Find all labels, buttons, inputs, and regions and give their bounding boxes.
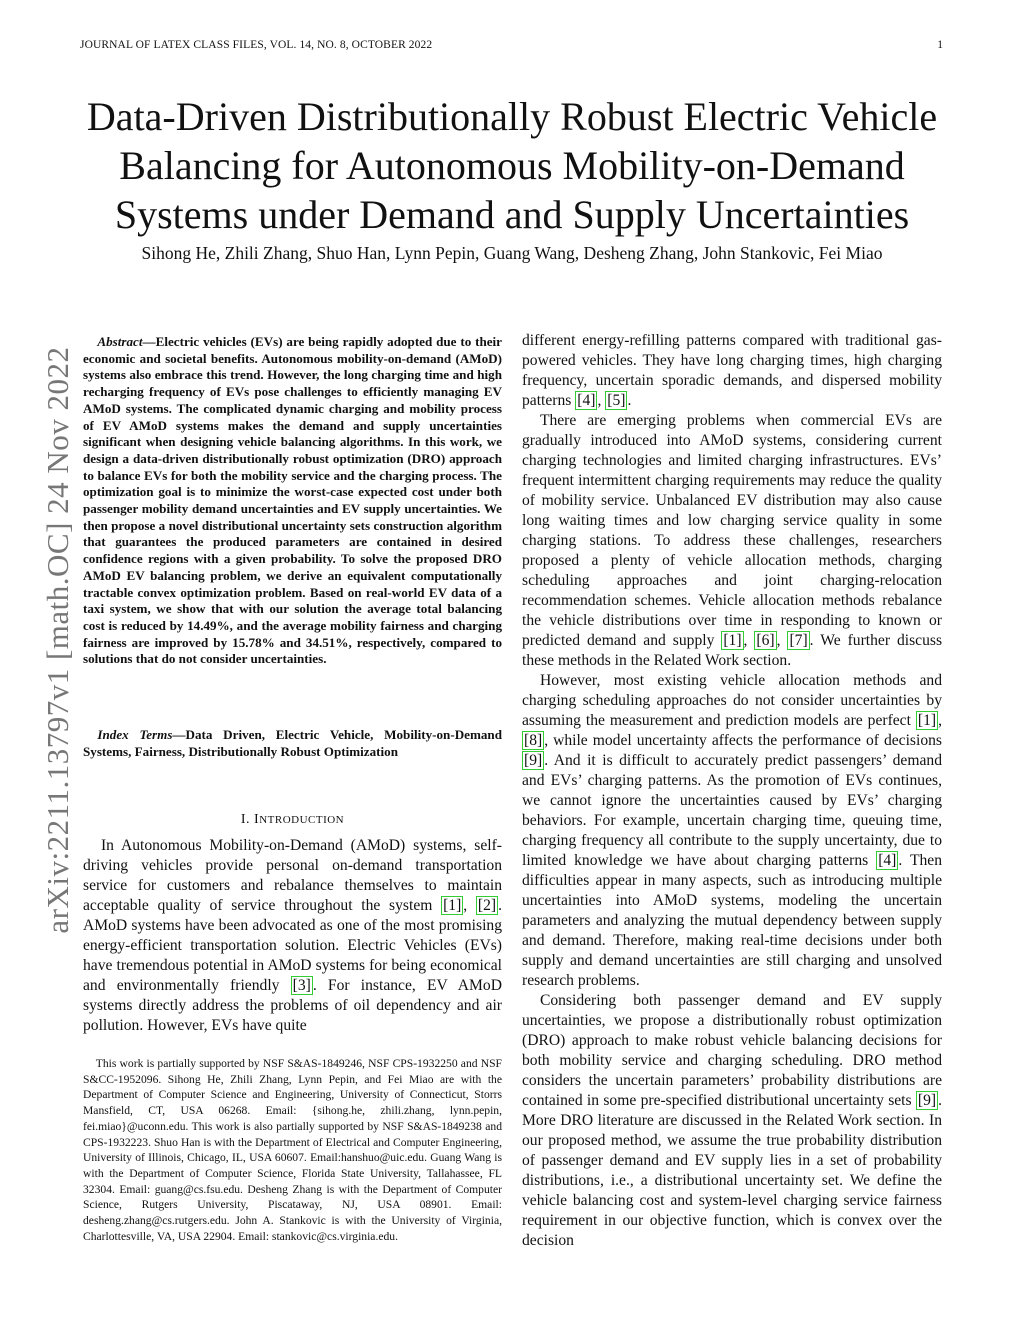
index-terms bbox=[83, 727, 502, 760]
index-terms-label: Index Terms bbox=[97, 727, 173, 742]
citation-link[interactable]: [2] bbox=[477, 897, 497, 914]
page-number: 1 bbox=[937, 39, 943, 51]
citation-link[interactable]: [9] bbox=[524, 752, 543, 769]
arxiv-stamp: arXiv:2211.13797v1 [math.OC] 24 Nov 2022 bbox=[40, 346, 75, 934]
citation-link[interactable]: [6] bbox=[756, 632, 775, 649]
paragraph: different energy-refilling patterns compared with traditional gas-powered vehicles. They have long charging times, high charging frequency, uncertain sporadic demands, and dispersed mobility patterns [4] , [5] . bbox=[522, 332, 942, 409]
running-header: JOURNAL OF LATEX CLASS FILES, VOL. 14, NO. 8, OCTOBER 2022 bbox=[80, 39, 433, 51]
footnote: This work is partially supported by NSF S&AS-1849246, NSF CPS-1932250 and NSF S&CC-1952096. Sihong He, Zhili Zhang, Lynn Pepin, and Fei Miao are with the Department of Computer Science and Engineering, University of Connecticut, Storrs Mansfield, CT, USA 06268. Email: {sihong.he, zhili.zhang, lynn.pepin, fei.miao}@uconn.edu. This work is also partially supported by NSF S&AS-1849238 and CPS-1932223. Shuo Han is with the Department of Electrical and Computer Engineering, University of Illinois, Chicago, IL, USA 60607. Email:hanshuo@uic.edu. Guang Wang is with the Department of Computer Science, Florida State University, Tallahassee, FL 32304. Email: guang@cs.fsu.edu. Desheng Zhang is with the Department of Computer Science, Rutgers University, Piscataway, NJ, USA 08901. Email: desheng.zhang@cs.rutgers.edu. John A. Stankovic is with the University of Virginia, Charlottesville, VA, USA 22904. Email: stankovic@cs.virginia.edu. bbox=[83, 1057, 502, 1243]
citation-link[interactable]: [1] bbox=[443, 897, 462, 914]
abstract bbox=[83, 334, 502, 668]
paper-title: Data-Driven Distributionally Robust Electric Vehicle Balancing for Autonomous Mobility-on-Demand Systems under Demand and Supply Uncertainties bbox=[86, 94, 938, 237]
citation-link[interactable]: [8] bbox=[524, 732, 543, 749]
citation-link[interactable]: [1] bbox=[917, 712, 937, 729]
abstract-label: Abstract bbox=[97, 334, 143, 349]
citation-link[interactable]: [3] bbox=[292, 977, 311, 994]
citation-link[interactable]: [4] bbox=[577, 392, 596, 409]
citation-link[interactable]: [9] bbox=[917, 1092, 937, 1109]
introduction-paragraph: In Autonomous Mobility-on-Demand (AMoD) systems, self-driving vehicles provide personal on-demand transportation service for customers and rebalance themselves to maintain acceptable quality of service throughout the system [1] , [2] . AMoD systems have been advocated as one of the most promising energy-efficient transportation solution. Electric Vehicles (EVs) have tremendous potential in AMoD systems for being economical and environmentally friendly [3] . For instance, EV AMoD systems directly address the problems of oil dependency and air pollution. However, EVs have quite bbox=[83, 837, 502, 1034]
citation-link[interactable]: [4] bbox=[878, 852, 897, 869]
citation-link[interactable]: [5] bbox=[607, 392, 626, 409]
author-list: Sihong He, Zhili Zhang, Shuo Han, Lynn Pepin, Guang Wang, Desheng Zhang, John Stankovic, Fei Miao bbox=[141, 243, 883, 263]
index-terms-text: —Data Driven, Electric Vehicle, Mobility-on-Demand Systems, Fairness, Distributionally Robust Optimization bbox=[83, 727, 502, 759]
abstract-text: —Electric vehicles (EVs) are being rapidly adopted due to their economic and societal benefits. Autonomous mobility-on-demand (AMoD) systems also embrace this trend. However, the long charging time and high recharging frequency of EVs pose challenges to efficiently managing EV AMoD systems. The complicated dynamic charging and mobility process of EV AMoD systems makes the demand and supply uncertainties significant when designing vehicle balancing algorithms. In this work, we design a data-driven distributionally robust optimization (DRO) approach to balance EVs for both the mobility service and the charging process. The optimization goal is to minimize the worst-case expected cost under both passenger mobility demand uncertainties and EV supply uncertainties. We then propose a novel distributional uncertainty sets construction algorithm that guarantees the produced parameters are contained in desired confidence regions with a given probability. To solve the proposed DRO AMoD EV balancing problem, we derive an equivalent computationally tractable convex optimization problem. Based on real-world EV data of a taxi system, we show that with our solution the average total balancing cost is reduced by 14.49%, and the average mobility fairness and charging fairness are improved by 15.78% and 34.51%, respectively, compared to solutions that do not consider uncertainties. bbox=[83, 334, 502, 667]
paragraph: However, most existing vehicle allocation methods and charging scheduling approaches do not consider uncertainties by assuming the measurement and prediction models are perfect [1] , [8] , while model uncertainty affects the performance of decisions [9] . And it is difficult to accurately predict passengers’ demand and EVs’ charging patterns. As the promotion of EVs continues, we cannot ignore the uncertainties caused by EVs’ charging behaviors. For example, uncertain charging time, queuing time, charging frequency all contribute to the supply uncertainty, due to limited knowledge we have about charging patterns [4] . Then difficulties appear in many aspects, such as introducing multiple uncertainties into AMoD systems, modeling the uncertain parameters and analyzing the mutual dependency between supply and demand. Therefore, making real-time decisions under both supply and demand uncertainties are still charging and unsolved research problems. bbox=[522, 672, 942, 989]
citation-link[interactable]: [1] bbox=[723, 632, 742, 649]
citation-link[interactable]: [7] bbox=[789, 632, 808, 649]
paragraph: There are emerging problems when commercial EVs are gradually introduced into AMoD systems, considering current charging technologies and limited charging infrastructures. EVs’ frequent intermittent charging requirements may reduce the quality of mobility service. Unbalanced EV distribution may also cause long waiting times and low charging service quality in some charging stations. To address these challenges, researchers proposed a plenty of vehicle allocation methods, charging scheduling approaches and joint charging-relocation recommendation schemes. Vehicle allocation methods rebalance the vehicle distributions over time in responding to known or predicted demand and supply [1] , [6] , [7] . We further discuss these methods in the Related Work section. bbox=[522, 412, 943, 669]
section-heading-introduction: I. INTRODUCTION bbox=[240, 812, 345, 827]
paragraph: Considering both passenger demand and EV supply uncertainties, we propose a distributionally robust optimization (DRO) approach to make robust vehicle balancing decisions for both mobility service and charging scheduling. DRO method considers the uncertain parameters’ probability distributions are contained in some pre-specified distributional uncertainty sets [9] . More DRO literature are discussed in the Related Work section. In our proposed method, we assume the true probability distribution of passenger demand and EV supply lies in a set of probability distributions, i.e., a distributional uncertainty set. We define the vehicle balancing cost and system-level charging service fairness requirement in our objective function, which is convex over the decision bbox=[522, 992, 942, 1249]
right-column bbox=[522, 331, 942, 1251]
